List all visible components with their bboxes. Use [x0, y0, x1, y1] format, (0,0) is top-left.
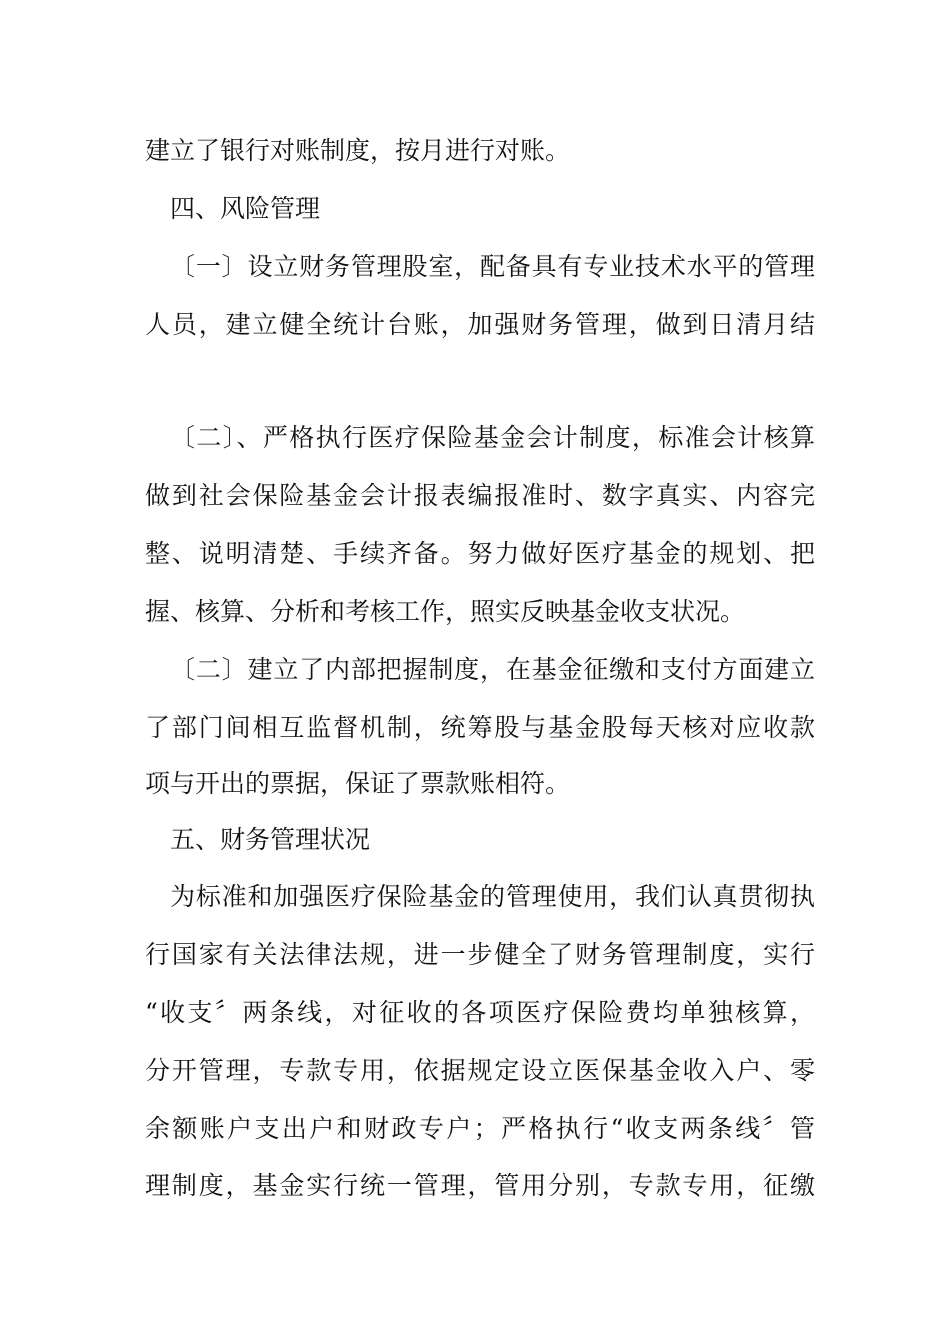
- text-line: 整、说明清楚、手续齐备。努力做好医疗基金的规划、把: [145, 539, 815, 568]
- text-line: “收支〞两条线，对征收的各项医疗保险费均单独核算，: [145, 998, 815, 1027]
- text-line: 项与开出的票据，保证了票款账相符。: [145, 769, 571, 798]
- text-line: 建立了银行对账制度，按月进行对账。: [145, 136, 571, 165]
- text-line: 为标准和加强医疗保险基金的管理使用，我们认真贯彻执: [170, 882, 815, 911]
- text-line: 〔二〕、严格执行医疗保险基金会计制度，标准会计核算: [170, 423, 815, 452]
- text-line: 行国家有关法律法规，进一步健全了财务管理制度，实行: [145, 940, 815, 969]
- text-line: 〔一〕设立财务管理股室，配备具有专业技术水平的管理: [170, 252, 815, 281]
- text-line: 理制度，基金实行统一管理，管用分别，专款专用，征缴: [145, 1171, 815, 1200]
- text-line: 分开管理，专款专用，依据规定设立医保基金收入户、零: [145, 1056, 815, 1085]
- section-heading: 四、风险管理: [170, 194, 321, 223]
- text-line: 〔二〕建立了内部把握制度，在基金征缴和支付方面建立: [170, 655, 815, 684]
- text-line: 做到社会保险基金会计报表编报准时、数字真实、内容完: [145, 481, 815, 510]
- text-line: 余额账户支出户和财政专户；严格执行“收支两条线〞管: [145, 1114, 815, 1143]
- section-heading: 五、财务管理状况: [170, 825, 371, 854]
- text-line: 了部门间相互监督机制，统筹股与基金股每天核对应收款: [145, 713, 815, 742]
- text-line: 人员，建立健全统计台账，加强财务管理，做到日清月结: [145, 310, 815, 339]
- text-line: 握、核算、分析和考核工作，照实反映基金收支状况。: [145, 597, 746, 626]
